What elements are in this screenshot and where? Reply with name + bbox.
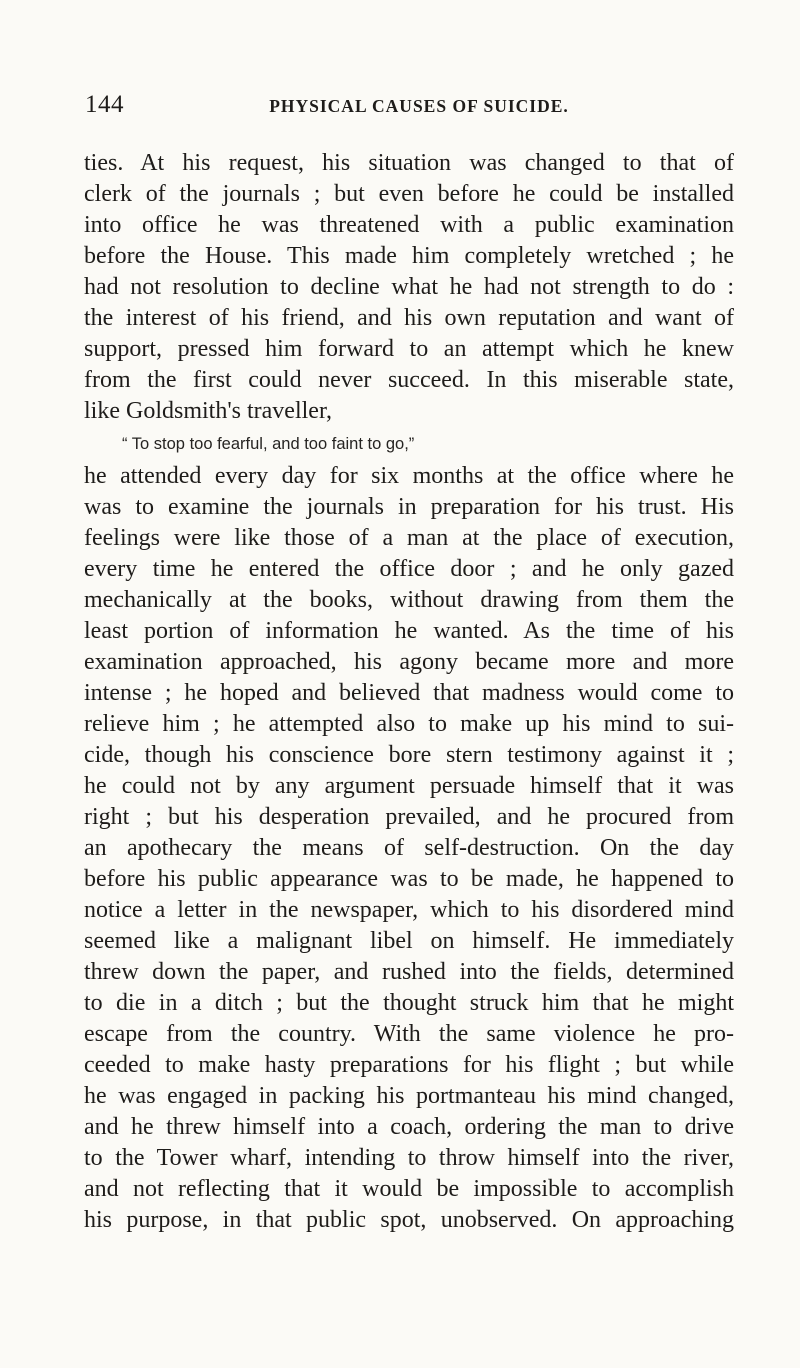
text-line: seemed like a malignant libel on himself. He immediately	[84, 928, 734, 954]
text-line: had not resolution to decline what he had not strength to do :	[84, 274, 734, 300]
running-head	[85, 90, 731, 120]
text-line: examination approached, his agony became more and more	[84, 649, 734, 675]
paragraph-before-quote	[84, 148, 734, 427]
text-line: and he threw himself into a coach, ordering the man to drive	[84, 1114, 734, 1140]
chapter-title: PHYSICAL CAUSES OF SUICIDE.	[269, 96, 569, 116]
paragraph-after-quote	[84, 461, 734, 1236]
body-text	[84, 148, 734, 1236]
verse-quotation: “ To stop too fearful, and too faint to go,”	[122, 435, 415, 453]
text-line: every time he entered the office door ; and he only gazed	[84, 556, 734, 582]
text-line: ceeded to make hasty preparations for his flight ; but while	[84, 1052, 734, 1078]
text-line: escape from the country. With the same violence he pro-	[84, 1021, 734, 1047]
text-line: like Goldsmith's traveller,	[84, 398, 332, 424]
page-number: 144	[85, 91, 124, 118]
text-line: support, pressed him forward to an attempt which he knew	[84, 336, 734, 362]
text-line: he could not by any argument persuade himself that it was	[84, 773, 734, 799]
text-line: his purpose, in that public spot, unobserved. On approaching	[84, 1207, 734, 1233]
text-line: feelings were like those of a man at the place of execution,	[84, 525, 734, 551]
text-line: he was engaged in packing his portmanteau his mind changed,	[84, 1083, 734, 1109]
text-line: relieve him ; he attempted also to make up his mind to sui-	[84, 711, 734, 737]
text-line: an apothecary the means of self-destruction. On the day	[84, 835, 734, 861]
text-line: cide, though his conscience bore stern testimony against it ;	[84, 742, 734, 768]
text-line: threw down the paper, and rushed into the fields, determined	[84, 959, 734, 985]
text-line: and not reflecting that it would be impossible to accomplish	[84, 1176, 734, 1202]
text-line: into office he was threatened with a public examination	[84, 212, 734, 238]
text-line: notice a letter in the newspaper, which to his disordered mind	[84, 897, 734, 923]
text-line: intense ; he hoped and believed that madness would come to	[84, 680, 734, 706]
text-line: he attended every day for six months at the office where he	[84, 463, 734, 489]
text-line: right ; but his desperation prevailed, and he procured from	[84, 804, 734, 830]
text-line: least portion of information he wanted. As the time of his	[84, 618, 734, 644]
text-line: the interest of his friend, and his own reputation and want of	[84, 305, 734, 331]
text-line: was to examine the journals in preparation for his trust. His	[84, 494, 734, 520]
text-line: from the first could never succeed. In this miserable state,	[84, 367, 734, 393]
text-line: clerk of the journals ; but even before he could be installed	[84, 181, 734, 207]
text-line: to the Tower wharf, intending to throw himself into the river,	[84, 1145, 734, 1171]
text-line: before the House. This made him completely wretched ; he	[84, 243, 734, 269]
text-line: before his public appearance was to be made, he happened to	[84, 866, 734, 892]
text-line: mechanically at the books, without drawing from them the	[84, 587, 734, 613]
text-line: to die in a ditch ; but the thought struck him that he might	[84, 990, 734, 1016]
text-line: ties. At his request, his situation was changed to that of	[84, 150, 734, 176]
